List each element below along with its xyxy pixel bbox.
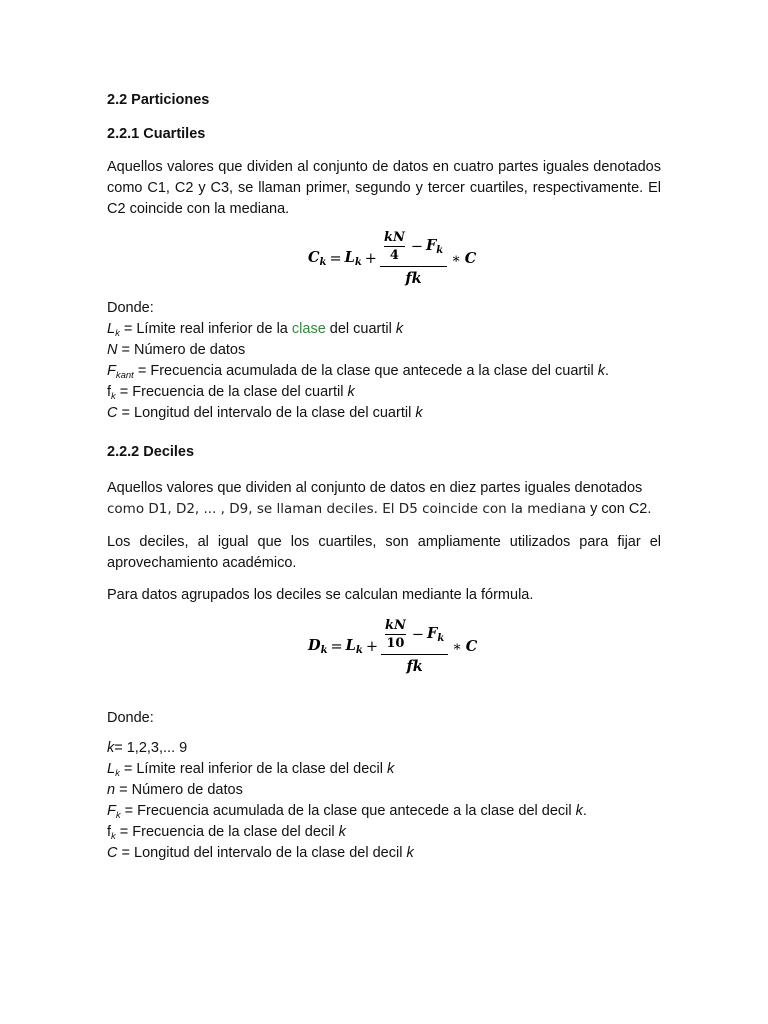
minus-sign: − [411,626,425,643]
deciles-heading: 2.2.2 Deciles [107,444,195,460]
clase-link[interactable]: clase [291,321,326,337]
def-fk: $f_k$ = Frecuencia de la clase del cuartil k [107,384,355,402]
deciles-donde: Donde: [107,710,154,726]
inner-numerator: kN [383,230,405,245]
deciles-intro-paragraph [107,478,661,520]
formula-F: $F_k$ [427,625,445,644]
cuartil-formula [308,230,476,287]
deciles-paragraph-2: Los deciles, al igual que los cuartiles, son ampliamente utilizados para fijar el aprovechamiento académico. [107,534,661,571]
formula-L: $L_k$ [344,249,362,268]
def-n: N = Número de datos [107,342,246,358]
formula-C: C [464,250,477,267]
formula-fraction [383,618,446,675]
inner-fraction [384,230,405,263]
fraction-denominator: fk [380,266,447,287]
plus-sign: + [364,250,377,267]
inner-denominator: 10 [386,636,405,651]
def-fkant: $F_{kant}$ = Frecuencia acumulada de la clase que antecede a la clase del cuartil k. [107,363,609,381]
formula-lhs: $C_k$ [308,249,327,268]
formula-C: C [465,638,478,655]
minus-sign: − [410,238,423,255]
cuartiles-donde: Donde: [107,300,154,316]
deciles-paragraph-3: Para datos agrupados los deciles se calculan mediante la fórmula. [107,587,534,603]
def-fk: $f_k$ = Frecuencia de la clase del decil k [107,824,346,842]
formula-lhs: $D_k$ [308,637,328,656]
fraction-numerator [383,618,446,654]
def-fk-acum: $F_k$ = Frecuencia acumulada de la clase que antecede a la clase del decil k. [107,803,587,821]
inner-fraction [385,618,406,651]
deciles-definitions [107,738,661,864]
cuartiles-intro-paragraph: Aquellos valores que dividen al conjunto de datos en cuatro partes iguales denotados como C1, C2 y C3, se llaman primer, segundo y tercer cuartiles, respectivamente. El C2 coincide con la mediana. [107,159,661,217]
formula-L: $L_k$ [345,637,363,656]
multiply-sign: ∗ [451,250,461,267]
def-lk: $L_k$ = Límite real inferior de la clase del decil k [107,761,395,779]
equals-sign: = [330,638,343,655]
inner-denominator: 4 [384,246,405,263]
deciles-intro-line1: Aquellos valores que dividen al conjunto de datos en diez partes iguales denotados [107,480,643,496]
multiply-sign: ∗ [452,638,462,655]
section-heading: 2.2 Particiones [107,92,210,108]
cuartiles-heading: 2.2.1 Cuartiles [107,126,206,142]
def-c: C = Longitud del intervalo de la clase del decil k [107,845,414,861]
cuartiles-definitions [107,319,661,424]
inner-numerator: kN [384,618,406,633]
fraction-denominator: fk [381,654,448,675]
fraction-numerator [382,230,445,266]
deciles-intro-line2: como D1, D2, ... , D9, se llaman deciles. El D5 coincide con la mediana y con C2. [107,501,652,517]
formula-fraction [382,230,445,287]
def-lk: $L_k$ = Límite real inferior de la clase del cuartil k [107,321,404,339]
formula-F: $F_k$ [425,237,444,256]
decil-formula [308,618,477,675]
def-c: C = Longitud del intervalo de la clase del cuartil k [107,405,423,421]
plus-sign: + [365,638,378,655]
def-k: k= 1,2,3,... 9 [107,740,188,756]
def-n: n = Número de datos [107,782,243,798]
equals-sign: = [329,250,342,267]
